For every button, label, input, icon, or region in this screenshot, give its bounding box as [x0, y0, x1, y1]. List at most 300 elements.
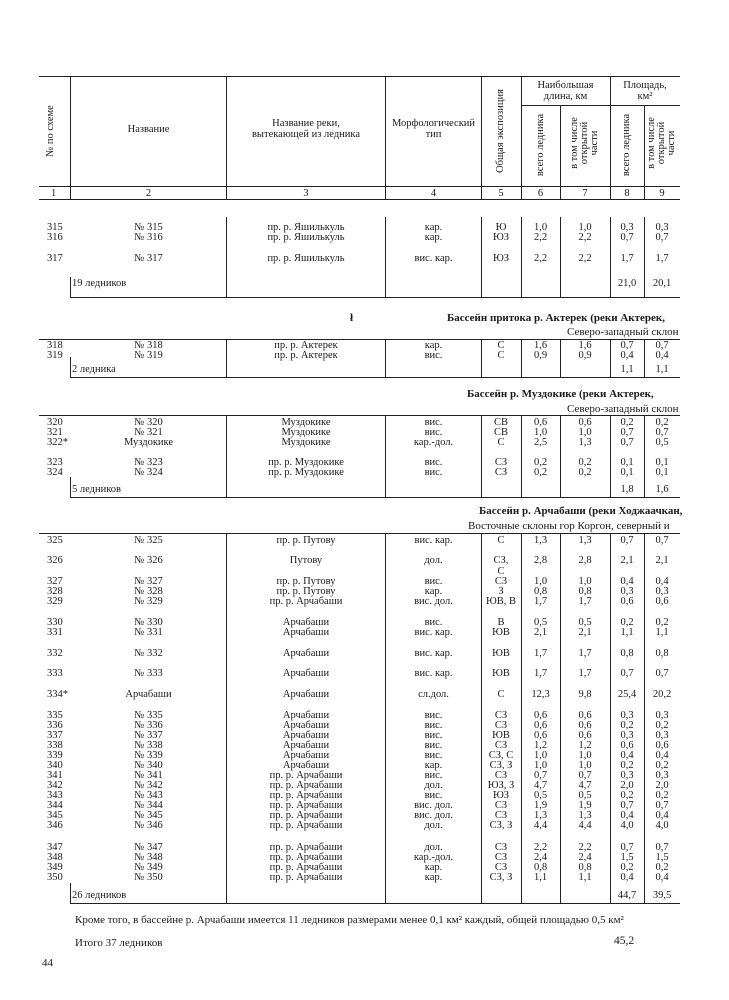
glacier-name: № 330	[134, 617, 163, 628]
length-open: 0,5	[578, 790, 592, 801]
length-total: 2,4	[533, 852, 548, 863]
length-total: 0,6	[533, 720, 548, 731]
exposure: СЗ	[494, 810, 508, 821]
length-total: 0,6	[533, 710, 548, 721]
glacier-name: № 318	[134, 340, 163, 351]
area-total: 0,7	[620, 535, 634, 546]
exposure: Ю	[495, 222, 507, 233]
row-number: 335	[47, 710, 63, 721]
exposure: ЮВ	[492, 648, 510, 659]
summary-separator	[70, 883, 71, 903]
exposure: СЗ	[494, 770, 508, 781]
row-number: 317	[47, 253, 63, 264]
glacier-name: № 343	[134, 790, 163, 801]
area-open: 0,2	[655, 720, 669, 731]
river-name: пр. р. Путову	[276, 535, 336, 546]
length-total: 2,2	[533, 842, 548, 853]
length-total: 1,3	[533, 535, 548, 546]
length-total: 4,7	[533, 780, 548, 791]
morph-type: вис.	[424, 710, 443, 721]
area-open: 0,6	[655, 740, 669, 751]
header-col-name: Название	[127, 124, 170, 135]
exposure: В	[497, 617, 505, 628]
river-name: Арчабаши	[282, 627, 330, 638]
area-total: 0,7	[620, 437, 634, 448]
glacier-name: № 320	[134, 417, 163, 428]
glacier-name: № 319	[134, 350, 163, 361]
header-divider	[560, 105, 561, 199]
glacier-name: Муздокике	[123, 437, 174, 448]
summary-area: 1,8	[620, 484, 634, 495]
row-number: 332	[47, 648, 63, 659]
summary-count: 19 ледников	[72, 278, 127, 289]
length-open: 2,2	[578, 253, 592, 264]
length-open: 0,6	[578, 730, 592, 741]
exposure: СЗ	[494, 740, 508, 751]
length-open: 0,6	[578, 710, 592, 721]
morph-type: кар.	[424, 586, 443, 597]
area-total: 0,4	[620, 750, 634, 761]
length-total: 0,5	[533, 790, 548, 801]
exposure: С	[497, 437, 505, 448]
row-number: 350	[47, 872, 63, 883]
header-area-group: Площадь, км²	[623, 80, 667, 102]
river-name: Муздокике	[281, 427, 331, 438]
area-total: 0,2	[620, 417, 634, 428]
morph-type: вис.	[424, 417, 443, 428]
area-total: 0,3	[620, 710, 634, 721]
area-open: 0,2	[655, 617, 669, 628]
length-total: 1,2	[533, 740, 548, 751]
row-number: 315	[47, 222, 63, 233]
area-total: 0,7	[620, 232, 634, 243]
slope-aktorek: Северо-западный склон	[567, 326, 679, 338]
basin-title-aktorek: Бассейн притока р. Актерек (реки Актерек,	[447, 312, 665, 324]
river-name: пр. р. Арчабаши	[269, 820, 343, 831]
river-name: пр. р. Муздокике	[268, 457, 344, 468]
length-open: 0,6	[578, 417, 592, 428]
length-open: 0,7	[578, 770, 592, 781]
area-open: 0,3	[655, 710, 669, 721]
glacier-name: № 338	[134, 740, 163, 751]
area-open: 0,2	[655, 760, 669, 771]
morph-type: дол.	[424, 842, 443, 853]
area-total: 1,1	[620, 627, 634, 638]
exposure: СЗ,	[493, 555, 509, 566]
exposure: С	[497, 340, 505, 351]
length-open: 0,2	[578, 457, 592, 468]
length-total: 1,3	[533, 810, 548, 821]
row-number: 343	[47, 790, 63, 801]
area-open: 0,7	[655, 800, 669, 811]
morph-type: вис. кар.	[414, 668, 453, 679]
length-total: 1,0	[533, 576, 548, 587]
glacier-name: № 348	[134, 852, 163, 863]
length-open: 1,0	[578, 750, 592, 761]
length-total: 0,2	[533, 457, 548, 468]
header-col-river: Название реки, вытекающей из ледника	[251, 118, 361, 140]
morph-type: дол.	[424, 820, 443, 831]
river-name: пр. р. Арчабаши	[269, 770, 343, 781]
area-total: 4,0	[620, 820, 634, 831]
table-top-rule	[39, 76, 680, 77]
morph-type: вис.	[424, 617, 443, 628]
block-rule	[39, 415, 680, 416]
area-total: 0,4	[620, 350, 634, 361]
area-total: 0,4	[620, 576, 634, 587]
length-total: 1,9	[533, 800, 548, 811]
area-open: 0,3	[655, 770, 669, 781]
river-name: Путову	[289, 555, 323, 566]
length-total: 1,0	[533, 222, 548, 233]
exposure: СЗ, З	[489, 872, 513, 883]
header-area-open: в том числе открытой части	[646, 117, 677, 169]
river-name: пр. р. Арчабаши	[269, 810, 343, 821]
glacier-name: № 326	[134, 555, 163, 566]
exposure: СЗ	[494, 800, 508, 811]
glacier-name: № 315	[134, 222, 163, 233]
area-open: 0,7	[655, 340, 669, 351]
area-total: 0,6	[620, 740, 634, 751]
morph-type: дол.	[424, 780, 443, 791]
length-total: 1,7	[533, 648, 548, 659]
length-open: 4,4	[578, 820, 592, 831]
header-divider	[644, 105, 645, 199]
river-name: пр. р. Яшилькуль	[267, 232, 345, 243]
row-number: 345	[47, 810, 63, 821]
morph-type: вис.	[424, 730, 443, 741]
row-number: 330	[47, 617, 63, 628]
area-total: 0,7	[620, 340, 634, 351]
length-total: 0,8	[533, 862, 548, 873]
length-total: 2,5	[533, 437, 548, 448]
area-open: 0,1	[655, 467, 669, 478]
glacier-name: № 349	[134, 862, 163, 873]
area-open: 0,4	[655, 872, 669, 883]
glacier-name: № 350	[134, 872, 163, 883]
row-number: 342	[47, 780, 63, 791]
area-total: 2,1	[620, 555, 634, 566]
river-name: Арчабаши	[282, 648, 330, 659]
area-total: 0,8	[620, 648, 634, 659]
area-total: 0,3	[620, 730, 634, 741]
area-open: 0,8	[655, 648, 669, 659]
morph-type: вис. кар.	[414, 627, 453, 638]
area-total: 25,4	[617, 689, 637, 700]
row-number: 329	[47, 596, 63, 607]
stray-mark: ł	[350, 312, 354, 324]
glacier-name: № 337	[134, 730, 163, 741]
area-open: 0,4	[655, 576, 669, 587]
exposure: СЗ	[494, 576, 508, 587]
exposure: ЮЗ	[492, 253, 510, 264]
exposure: С	[497, 566, 505, 577]
summary-rule	[70, 903, 680, 904]
river-name: Арчабаши	[282, 740, 330, 751]
exposure: С	[497, 350, 505, 361]
area-open: 0,7	[655, 842, 669, 853]
exposure: СЗ	[494, 467, 508, 478]
glacier-name: № 345	[134, 810, 163, 821]
glacier-name: № 323	[134, 457, 163, 468]
river-name: Арчабаши	[282, 710, 330, 721]
length-open: 4,7	[578, 780, 592, 791]
exposure: СВ	[493, 427, 508, 438]
area-open: 0,5	[655, 437, 669, 448]
summary-separator	[70, 277, 71, 297]
length-total: 1,0	[533, 750, 548, 761]
river-name: Арчабаши	[282, 617, 330, 628]
header-col-morph-type: Морфологический тип	[391, 118, 476, 140]
river-name: пр. р. Муздокике	[268, 467, 344, 478]
length-open: 1,3	[578, 437, 592, 448]
glacier-name: № 321	[134, 427, 163, 438]
river-name: пр. р. Путову	[276, 576, 336, 587]
area-open: 0,7	[655, 668, 669, 679]
header-divider	[481, 76, 482, 199]
length-total: 2,1	[533, 627, 548, 638]
river-name: пр. р. Арчабаши	[269, 790, 343, 801]
length-open: 1,9	[578, 800, 592, 811]
morph-type: вис.	[424, 467, 443, 478]
length-total: 1,6	[533, 340, 548, 351]
length-open: 1,3	[578, 535, 592, 546]
area-total: 0,4	[620, 810, 634, 821]
row-number: 328	[47, 586, 63, 597]
morph-type: вис. кар.	[414, 535, 453, 546]
row-number: 327	[47, 576, 63, 587]
area-total: 0,2	[620, 720, 634, 731]
length-open: 1,7	[578, 668, 592, 679]
area-open: 1,1	[655, 627, 669, 638]
row-number: 346	[47, 820, 63, 831]
area-total: 1,5	[620, 852, 634, 863]
footer-total-value: 45,2	[614, 935, 635, 947]
morph-type: кар.	[424, 760, 443, 771]
area-total: 0,4	[620, 872, 634, 883]
row-number: 344	[47, 800, 63, 811]
morph-type: кар.	[424, 862, 443, 873]
glacier-name: № 344	[134, 800, 163, 811]
glacier-name: № 347	[134, 842, 163, 853]
length-open: 2,2	[578, 232, 592, 243]
morph-type: вис.	[424, 457, 443, 468]
header-col-exposure: Общая экспозиция	[495, 89, 506, 173]
morph-type: вис.	[424, 750, 443, 761]
length-total: 2,2	[533, 253, 548, 264]
length-open: 0,5	[578, 617, 592, 628]
row-number: 340	[47, 760, 63, 771]
morph-type: вис.	[424, 576, 443, 587]
header-length-group: Наибольшая длина, км	[537, 80, 594, 102]
area-open: 0,6	[655, 596, 669, 607]
glacier-name: № 316	[134, 232, 163, 243]
summary-area: 1,1	[620, 364, 634, 375]
river-name: пр. р. Яшилькуль	[267, 253, 345, 264]
area-total: 0,3	[620, 586, 634, 597]
length-total: 1,0	[533, 760, 548, 771]
glacier-name: № 342	[134, 780, 163, 791]
row-number: 347	[47, 842, 63, 853]
area-total: 0,6	[620, 596, 634, 607]
header-length-total: всего ледника	[535, 113, 546, 177]
glacier-name: № 333	[134, 668, 163, 679]
summary-rule	[70, 297, 680, 298]
exposure: ЮЗ	[492, 790, 510, 801]
glacier-name: № 329	[134, 596, 163, 607]
river-name: пр. р. Яшилькуль	[267, 222, 345, 233]
length-open: 2,2	[578, 842, 592, 853]
morph-type: вис.	[424, 350, 443, 361]
glacier-name: № 325	[134, 535, 163, 546]
area-open: 4,0	[655, 820, 669, 831]
row-number: 323	[47, 457, 63, 468]
exposure: СЗ, З	[489, 760, 513, 771]
area-open: 0,2	[655, 790, 669, 801]
summary-area-open: 39,5	[652, 890, 672, 901]
block-rule	[39, 533, 680, 534]
exposure: З	[498, 586, 504, 597]
header-divider	[70, 76, 71, 199]
morph-type: вис. кар.	[414, 253, 453, 264]
row-number: 325	[47, 535, 63, 546]
exposure: С	[497, 535, 505, 546]
row-number: 339	[47, 750, 63, 761]
morph-type: вис. дол.	[414, 800, 453, 811]
exposure: ЮВ, В	[485, 596, 517, 607]
row-number: 337	[47, 730, 63, 741]
area-open: 0,3	[655, 730, 669, 741]
area-total: 0,7	[620, 668, 634, 679]
slope-archabashi: Восточные склоны гор Коргон, северный и	[468, 520, 670, 532]
row-number: 336	[47, 720, 63, 731]
glacier-name: № 332	[134, 648, 163, 659]
glacier-name: № 336	[134, 720, 163, 731]
row-number: 318	[47, 340, 63, 351]
length-open: 1,0	[578, 576, 592, 587]
glacier-name: № 324	[134, 467, 163, 478]
glacier-name: № 339	[134, 750, 163, 761]
length-total: 4,4	[533, 820, 548, 831]
area-open: 0,1	[655, 457, 669, 468]
length-open: 1,7	[578, 648, 592, 659]
length-open: 1,1	[578, 872, 592, 883]
glacier-name: № 327	[134, 576, 163, 587]
exposure: СЗ, З	[489, 820, 513, 831]
glacier-name: № 328	[134, 586, 163, 597]
basin-title-archabashi: Бассейн р. Арчабаши (реки Ходжаачкан,	[479, 505, 683, 517]
river-name: пр. р. Арчабаши	[269, 852, 343, 863]
area-open: 0,4	[655, 350, 669, 361]
area-open: 0,2	[655, 417, 669, 428]
morph-type: вис. кар.	[414, 648, 453, 659]
area-total: 0,3	[620, 770, 634, 781]
area-total: 0,2	[620, 790, 634, 801]
exposure: СЗ	[494, 457, 508, 468]
area-total: 0,2	[620, 862, 634, 873]
summary-rule	[70, 497, 680, 498]
morph-type: вис.	[424, 427, 443, 438]
river-name: Арчабаши	[282, 720, 330, 731]
exposure: СЗ, С	[488, 750, 514, 761]
length-open: 1,3	[578, 810, 592, 821]
morph-type: вис.	[424, 770, 443, 781]
summary-area-open: 20,1	[652, 278, 672, 289]
summary-area: 44,7	[617, 890, 637, 901]
glacier-name: № 331	[134, 627, 163, 638]
glacier-name: Арчабаши	[125, 689, 172, 700]
length-total: 1,7	[533, 668, 548, 679]
length-total: 2,8	[533, 555, 548, 566]
exposure: СВ	[493, 417, 508, 428]
area-open: 2,1	[655, 555, 669, 566]
morph-type: вис.	[424, 740, 443, 751]
morph-type: кар.	[424, 872, 443, 883]
river-name: Муздокике	[281, 417, 331, 428]
summary-separator	[70, 477, 71, 497]
row-number: 334*	[47, 689, 68, 700]
length-total: 0,6	[533, 417, 548, 428]
row-number: 333	[47, 668, 63, 679]
length-total: 0,2	[533, 467, 548, 478]
length-open: 0,9	[578, 350, 592, 361]
length-total: 12,3	[531, 689, 550, 700]
document-page: № по схеме Название Название реки, вытекающей из ледника Морфологический тип Общая экспозиция Наибольшая длина, км всего ледника в том числе открытой части Площадь, км² всего ледника в том числе открытой части 1 2 3 4 5 6 7 8 9 315 № 315 пр. р. Яшилькуль кар. Ю 1,0 1,0 0,3 0,3 316 № 316 пр. р. Яшилькуль кар. ЮЗ 2,2 2,2 0,7 0,7 317 № 317 пр. р. Яшилькуль вис. кар. ЮЗ 2,2 2,2 1,7 1,7 318 № 318 пр. р. Актерек кар. С 1,6 1,6 0,7 0,7 319 № 319 пр. р. Актерек вис. С 0,9 0,9 0,4 0,4 320 № 320 Муздокике вис. СВ 0,6 0,6 0,2 0,2 321 № 321 Муздокике вис. СВ 1,0 1,0 0,7 0,7 322* Муздокике Муздокике кар.-дол. С 2,5 1,3 0,7 0,5 323 № 323 пр. р. Муздокике вис. СЗ 0,2 0,2 0,1 0,1 324 № 324 пр. р. Муздокике вис. СЗ 0,2 0,2 0,1 0,1 325 № 325 пр. р. Путову вис. кар. С 1,3 1,3 0,7 0,7 326 № 326 Путову дол. СЗ, 2,8 2,8 2,1 2,1 С 327 № 327 пр. р. Путову вис. СЗ 1,0 1,0 0,4 0,4 328 № 328 пр. р. Путову кар. З 0,8 0,8 0,3 0,3 329 № 329 пр. р. Арчабаши вис. дол. ЮВ, В 1,7 1,7 0,6 0,6 330 № 330 Арчабаши вис. В 0,5 0,5 0,2 0,2 331 № 331 Арчабаши вис. кар. ЮВ 2,1 2,1 1,1 1,1 332 № 332 Арчабаши вис. кар. ЮВ 1,7 1,7 0,8 0,8 333 № 333 Арчабаши вис. кар. ЮВ 1,7 1,7 0,7 0,7 334* Арчабаши Арчабаши сл.дол. С 12,3 9,8 25,4 20,2 335 № 335 Арчабаши вис. СЗ 0,6 0,6 0,3 0,3 336 № 336 Арчабаши вис. СЗ 0,6 0,6 0,2 0,2 337 № 337 Арчабаши вис. ЮВ 0,6 0,6 0,3 0,3 338 № 338 Арчабаши вис. СЗ 1,2 1,2 0,6 0,6 339 № 339 Арчабаши вис. СЗ, С 1,0 1,0 0,4 0,4 340 № 340 Арчабаши кар. СЗ, З 1,0 1,0 0,2 0,2 341 № 341 пр. р. Арчабаши вис. СЗ 0,7 0,7 0,3 0,3 342 № 342 пр. р. Арчабаши дол. ЮЗ, З 4,7 4,7 2,0 2,0 343 № 343 пр. р. Арчабаши вис. ЮЗ 0,5 0,5 0,2 0,2 344 № 344 пр. р. Арчабаши вис. дол. СЗ 1,9 1,9 0,7 0,7 345 № 345 пр. р. Арчабаши вис. дол. СЗ 1,3 1,3 0,4 0,4 346 № 346 пр. р. Арчабаши дол. СЗ, З 4,4 4,4 4,0 4,0 347 № 347 пр. р. Арчабаши дол. СЗ 2,2 2,2 0,7 0,7 348 № 348 пр. р. Арчабаши кар.-дол. СЗ 2,4 2,4 1,5 1,5 349 № 349 пр. р. Арчабаши кар. СЗ 0,8 0,8 0,2 0,2 350 № 350 пр. р. Арчабаши кар. СЗ, З 1,1 1,1 0,4 0,4 19 ледников 21,0 20,1 ł Бассейн притока р. Актерек (реки Актерек, Северо-западный склон 2 ледника 1,1 1,1 Бассейн р. Муздокике (реки Актерек, Северо-западный склон 5 ледников 1,8 1,6 Бассейн р. Арчабаши (реки Ходжаачкан, Восточные склоны гор Коргон, северный и 26 ледников 44,7 39,5 Кроме того, в бассейне р. Арчабаши имеется 11 ледников размерами менее 0,1 км² каждый, общей площадью 0,5 км² Итого 37 ледников 45,2 44	[0, 0, 729, 1000]
header-col-number: № по схеме	[45, 105, 56, 157]
summary-area: 21,0	[617, 278, 637, 289]
river-name: Муздокике	[281, 437, 331, 448]
area-total: 0,2	[620, 617, 634, 628]
river-name: Арчабаши	[282, 689, 330, 700]
row-number: 316	[47, 232, 63, 243]
length-open: 1,0	[578, 427, 592, 438]
row-number: 326	[47, 555, 63, 566]
area-total: 0,3	[620, 222, 634, 233]
length-open: 2,4	[578, 852, 592, 863]
row-number: 349	[47, 862, 63, 873]
exposure: ЮВ	[492, 730, 510, 741]
summary-area-open: 1,1	[655, 364, 669, 375]
area-open: 20,2	[652, 689, 672, 700]
river-name: Арчабаши	[282, 730, 330, 741]
glacier-name: № 340	[134, 760, 163, 771]
row-number: 319	[47, 350, 63, 361]
summary-count: 5 ледников	[72, 484, 121, 495]
summary-area-open: 1,6	[655, 484, 669, 495]
area-total: 0,2	[620, 760, 634, 771]
footer-total-label: Итого 37 ледников	[75, 937, 163, 949]
length-open: 0,2	[578, 467, 592, 478]
length-total: 1,7	[533, 596, 548, 607]
row-number: 331	[47, 627, 63, 638]
length-open: 1,0	[578, 222, 592, 233]
river-name: пр. р. Арчабаши	[269, 872, 343, 883]
area-open: 2,0	[655, 780, 669, 791]
length-open: 2,8	[578, 555, 592, 566]
area-open: 0,7	[655, 427, 669, 438]
summary-count: 2 ледника	[72, 364, 116, 375]
page-number: 44	[42, 957, 53, 969]
river-name: пр. р. Арчабаши	[269, 596, 343, 607]
morph-type: кар.	[424, 232, 443, 243]
column-number-rule	[39, 199, 680, 200]
morph-type: кар.	[424, 222, 443, 233]
length-total: 1,1	[533, 872, 548, 883]
river-name: пр. р. Актерек	[274, 350, 338, 361]
header-subgroup-rule	[521, 105, 680, 106]
header-bottom-rule	[39, 186, 680, 187]
length-open: 1,6	[578, 340, 592, 351]
